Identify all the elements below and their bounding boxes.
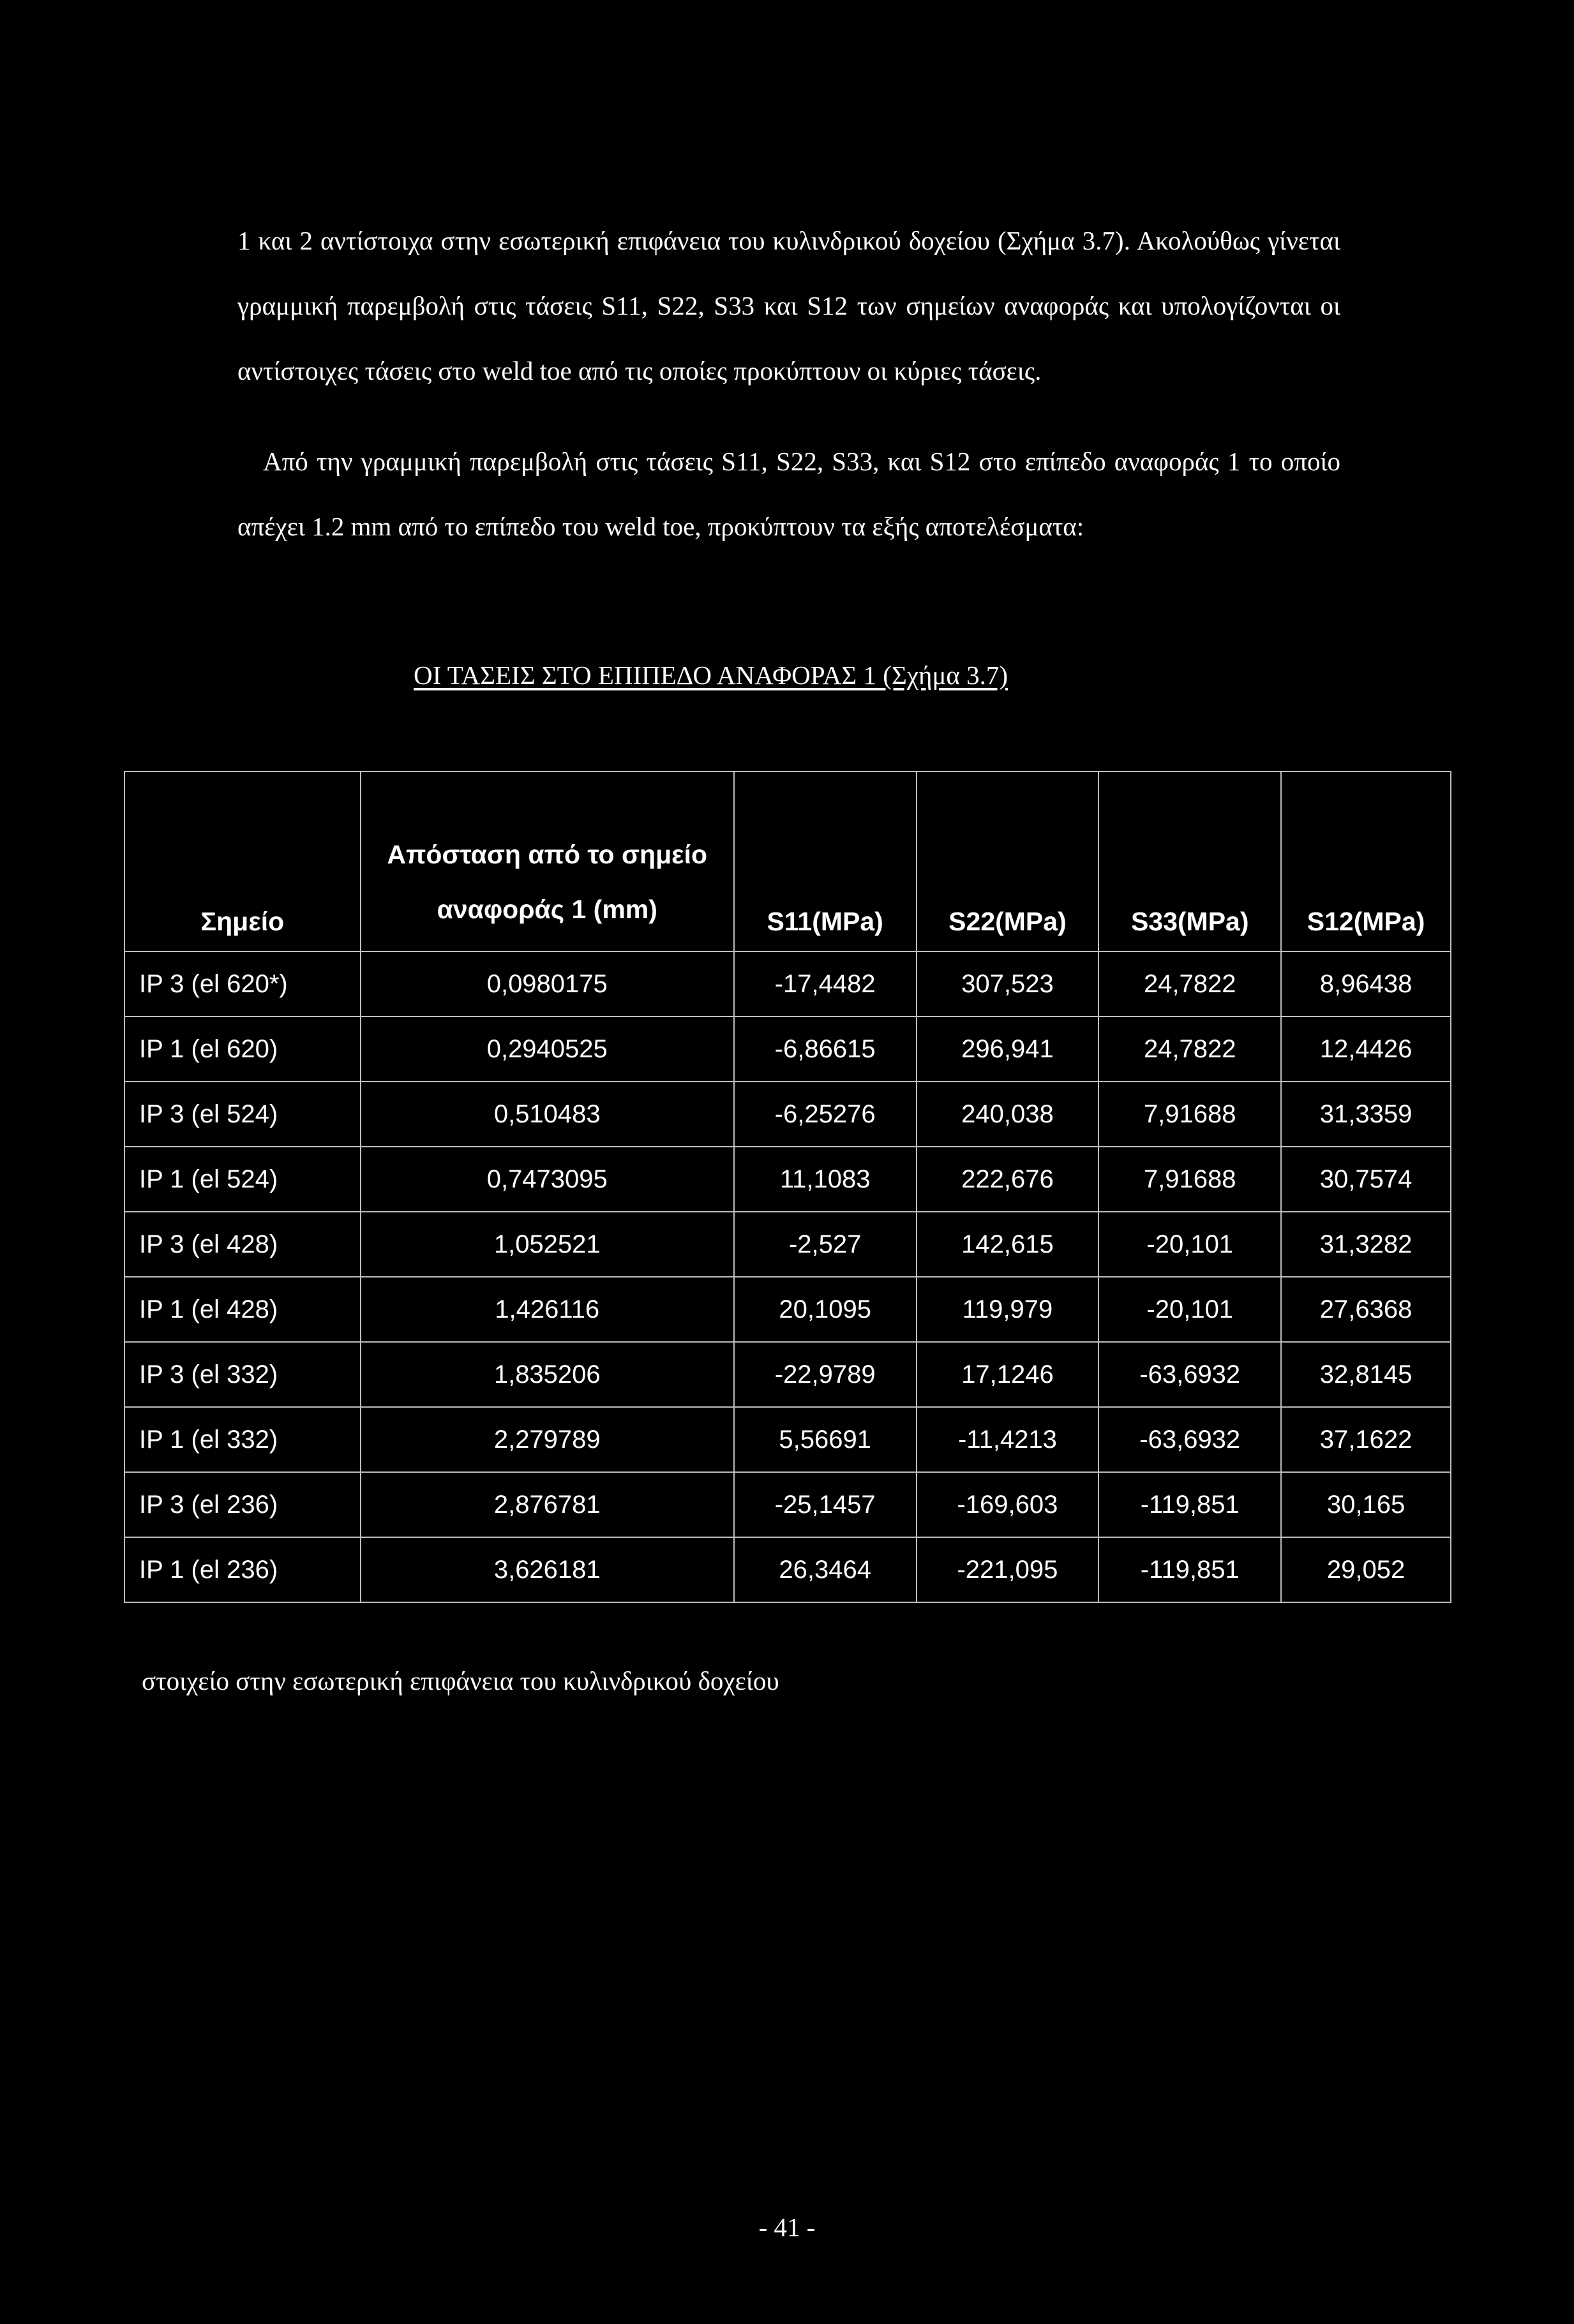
cell-s12: 27,6368 <box>1281 1277 1451 1342</box>
cell-point: IP 1 (el 524) <box>124 1147 361 1212</box>
header-point: Σημείο <box>124 771 361 951</box>
cell-s12: 8,96438 <box>1281 951 1451 1017</box>
cell-distance: 0,2940525 <box>361 1017 734 1082</box>
cell-s11: -6,86615 <box>734 1017 917 1082</box>
table-heading: ΟΙ ΤΑΣΕΙΣ ΣΤΟ ΕΠΙΠΕΔΟ ΑΝΑΦΟΡΑΣ 1 (Σχήμα 3.7) <box>414 660 1008 690</box>
cell-s22: -221,095 <box>917 1537 1099 1602</box>
cell-s11: -17,4482 <box>734 951 917 1017</box>
cell-s12: 31,3282 <box>1281 1212 1451 1277</box>
cell-s33: -63,6932 <box>1098 1342 1281 1407</box>
cell-distance: 2,279789 <box>361 1407 734 1472</box>
cell-s33: 7,91688 <box>1098 1082 1281 1147</box>
cell-s33: -119,851 <box>1098 1537 1281 1602</box>
interpolation-paragraph: Από την γραμμική παρεμβολή στις τάσεις S11, S22, S33, και S12 στο επίπεδο αναφοράς 1 το οποίο απέχει 1.2 mm από το επίπεδο του weld toe, προκύπτουν τα εξής αποτελέσματα: <box>237 447 1340 541</box>
cell-distance: 1,426116 <box>361 1277 734 1342</box>
cell-s11: -2,527 <box>734 1212 917 1277</box>
cell-point: IP 3 (el 620*) <box>124 951 361 1017</box>
table-row <box>124 951 1451 1017</box>
cell-s12: 29,052 <box>1281 1537 1451 1602</box>
table-row <box>124 1017 1451 1082</box>
header-s11: S11(MPa) <box>734 771 917 951</box>
cell-s22: -169,603 <box>917 1472 1099 1537</box>
cell-s22: 17,1246 <box>917 1342 1099 1407</box>
cell-s12: 32,8145 <box>1281 1342 1451 1407</box>
cell-s33: 24,7822 <box>1098 951 1281 1017</box>
cell-point: IP 1 (el 332) <box>124 1407 361 1472</box>
cell-s22: 307,523 <box>917 951 1099 1017</box>
cell-s33: 24,7822 <box>1098 1017 1281 1082</box>
page-number: - 41 - <box>758 2212 816 2242</box>
cell-point: IP 3 (el 236) <box>124 1472 361 1537</box>
cell-s11: 5,56691 <box>734 1407 917 1472</box>
cell-s22: 240,038 <box>917 1082 1099 1147</box>
cell-s12: 37,1622 <box>1281 1407 1451 1472</box>
header-s22: S22(MPa) <box>917 771 1099 951</box>
cell-point: IP 1 (el 620) <box>124 1017 361 1082</box>
header-s12: S12(MPa) <box>1281 771 1451 951</box>
cell-s12: 30,165 <box>1281 1472 1451 1537</box>
cell-s22: 296,941 <box>917 1017 1099 1082</box>
table-header-row <box>124 771 1451 951</box>
table-row <box>124 1407 1451 1472</box>
table-row <box>124 1277 1451 1342</box>
header-distance: Απόσταση από το σημείο αναφοράς 1 (mm) <box>361 771 734 951</box>
cell-s11: 11,1083 <box>734 1147 917 1212</box>
cell-s11: -25,1457 <box>734 1472 917 1537</box>
cell-distance: 1,835206 <box>361 1342 734 1407</box>
cell-point: IP 1 (el 236) <box>124 1537 361 1602</box>
cell-s22: 142,615 <box>917 1212 1099 1277</box>
table-row <box>124 1472 1451 1537</box>
cell-point: IP 3 (el 332) <box>124 1342 361 1407</box>
table-body <box>124 951 1451 1602</box>
cell-distance: 1,052521 <box>361 1212 734 1277</box>
cell-s22: 119,979 <box>917 1277 1099 1342</box>
table-row <box>124 1537 1451 1602</box>
cell-distance: 0,510483 <box>361 1082 734 1147</box>
cell-s11: -6,25276 <box>734 1082 917 1147</box>
cell-distance: 2,876781 <box>361 1472 734 1537</box>
cell-s12: 31,3359 <box>1281 1082 1451 1147</box>
caption-text: στοιχείο στην εσωτερική επιφάνεια του κυλινδρικού δοχείου <box>142 1666 779 1695</box>
stress-table <box>124 771 1451 1603</box>
cell-s11: -22,9789 <box>734 1342 917 1407</box>
cell-s33: -20,101 <box>1098 1212 1281 1277</box>
cell-s33: 7,91688 <box>1098 1147 1281 1212</box>
cell-distance: 3,626181 <box>361 1537 734 1602</box>
header-s33: S33(MPa) <box>1098 771 1281 951</box>
cell-distance: 0,0980175 <box>361 951 734 1017</box>
cell-s22: -11,4213 <box>917 1407 1099 1472</box>
cell-distance: 0,7473095 <box>361 1147 734 1212</box>
cell-point: IP 3 (el 428) <box>124 1212 361 1277</box>
cell-s12: 12,4426 <box>1281 1017 1451 1082</box>
cell-s33: -20,101 <box>1098 1277 1281 1342</box>
cell-point: IP 1 (el 428) <box>124 1277 361 1342</box>
cell-s12: 30,7574 <box>1281 1147 1451 1212</box>
table-row <box>124 1082 1451 1147</box>
cell-s33: -119,851 <box>1098 1472 1281 1537</box>
intro-paragraph: 1 και 2 αντίστοιχα στην εσωτερική επιφάνεια του κυλινδρικού δοχείου (Σχήμα 3.7). Ακολούθως γίνεται γραμμική παρεμβολή στις τάσεις S11, S22, S33 και S12 των σημείων αναφοράς και υπολογίζονται οι αντίστοιχες τάσεις στο weld toe από τις οποίες προκύπτουν οι κύριες τάσεις. <box>237 226 1340 385</box>
table-row <box>124 1342 1451 1407</box>
cell-point: IP 3 (el 524) <box>124 1082 361 1147</box>
cell-s11: 20,1095 <box>734 1277 917 1342</box>
table-row <box>124 1212 1451 1277</box>
cell-s33: -63,6932 <box>1098 1407 1281 1472</box>
cell-s11: 26,3464 <box>734 1537 917 1602</box>
cell-s22: 222,676 <box>917 1147 1099 1212</box>
table-row <box>124 1147 1451 1212</box>
